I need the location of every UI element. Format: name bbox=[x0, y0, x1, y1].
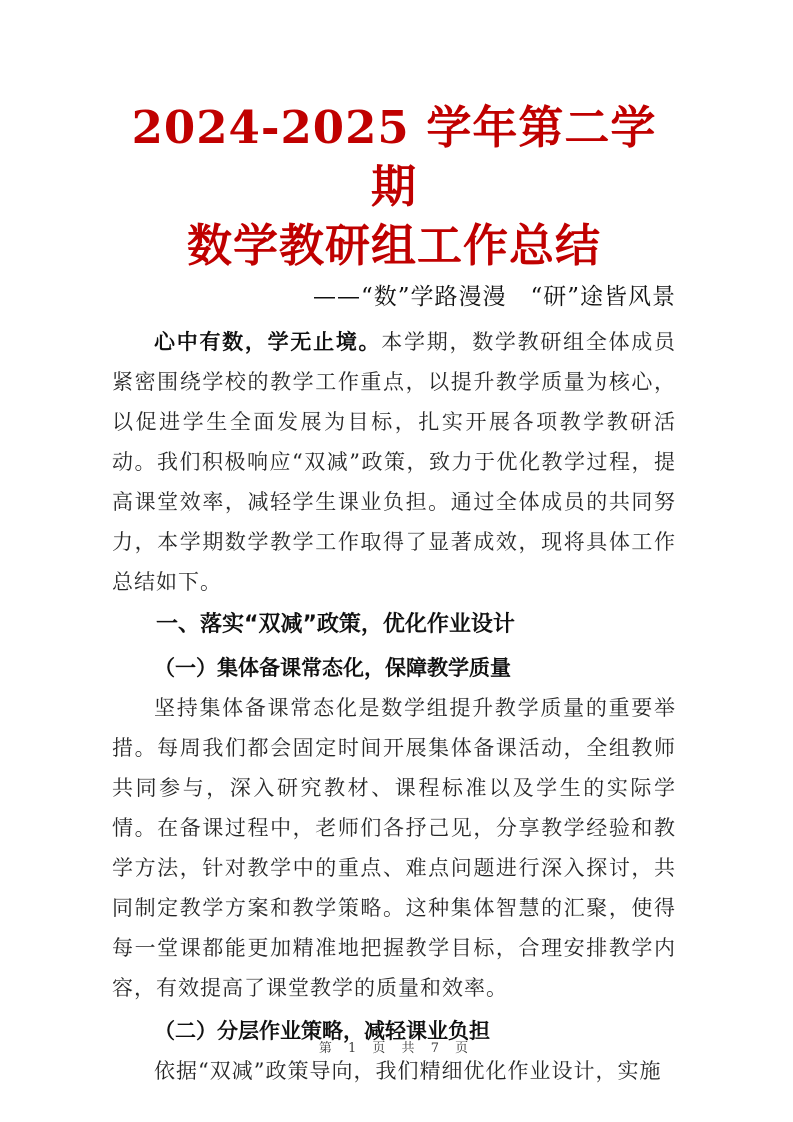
title-line-1: 2024-2025 学年第二学期 bbox=[131, 101, 657, 213]
page-title bbox=[112, 98, 676, 275]
section-1-sub-1-heading: （一）集体备课常态化，保障教学质量 bbox=[154, 655, 511, 680]
section-1-heading: 一、落实“双减”政策，优化作业设计 bbox=[156, 612, 515, 637]
section-1-sub-1-paragraph: 坚持集体备课常态化是数学组提升教学质量的重要举措。每周我们都会固定时间开展集体备课活动，全组教师共同参与，深入研究教材、课程标准以及学生的实际学情。在备课过程中，老师们各抒己见，分享教学经验和教学方法，针对教学中的重点、难点问题进行深入探讨，共同制定教学方案和教学策略。这种集体智慧的汇聚，使得每一堂课都能更加精准地把握教学目标，合理安排教学内容，有效提高了课堂教学的质量和效率。 bbox=[112, 696, 676, 1000]
page-number-footer: 第 1 页 共 7 页 bbox=[318, 1041, 475, 1056]
intro-body-text: 本学期，数学教研组全体成员紧密围绕学校的教学工作重点，以提升教学质量为核心，以促进学生全面发展为目标，扎实开展各项教学教研活动。我们积极响应“双减”政策，致力于优化教学过程，提高课堂效率，减轻学生课业负担。通过全体成员的共同努力，本学期数学教学工作取得了显著成效，现将具体工作总结如下。 bbox=[112, 330, 677, 594]
section-1-sub-2-paragraph: 依据“双减”政策导向，我们精细优化作业设计，实施 bbox=[154, 1059, 662, 1083]
section-1-sub-2-heading: （二）分层作业策略，减轻课业负担 bbox=[154, 1018, 490, 1043]
intro-lead: 心中有数，学无止境。 bbox=[154, 329, 382, 354]
title-line-2: 数学教研组工作总结 bbox=[186, 219, 601, 272]
document-body bbox=[112, 322, 676, 1091]
document-content bbox=[112, 98, 676, 1091]
subtitle: ——“数”学路漫漫 “研”途皆风景 bbox=[312, 284, 676, 310]
intro-paragraph bbox=[112, 322, 676, 602]
